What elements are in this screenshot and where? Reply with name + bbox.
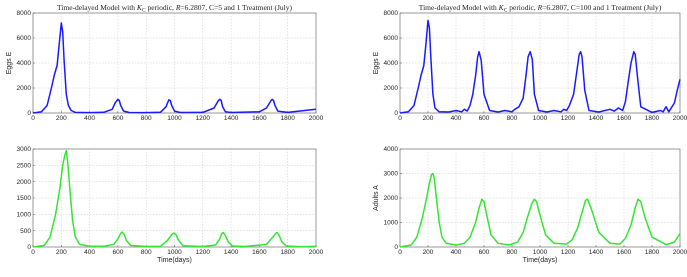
x-axis-label: Time(days) [157,257,192,264]
x-tick-label: 600 [112,249,124,256]
x-tick-label: 400 [450,115,462,122]
y-axis-label: Adults A [373,185,380,211]
panel-eggs-c100 [373,3,687,122]
x-tick-label: 1400 [588,115,604,122]
x-tick-label: 1800 [644,249,660,256]
x-tick-label: 1800 [280,115,295,122]
x-tick-label: 2000 [672,249,687,256]
x-tick-label: 400 [84,249,96,256]
y-tick-label: 0 [27,244,31,252]
x-tick-label: 2000 [308,115,324,122]
y-tick-label: 0 [394,244,398,252]
y-tick-label: 3000 [383,170,398,178]
x-tick-label: 600 [478,115,490,122]
y-tick-label: 6000 [16,35,31,43]
y-tick-label: 1000 [383,219,398,227]
y-tick-label: 0 [27,110,31,118]
x-tick-label: 0 [31,249,35,256]
y-tick-label: 2000 [383,85,398,93]
x-tick-label: 1200 [560,249,576,256]
x-tick-label: 1600 [616,249,632,256]
x-tick-label: 1800 [644,115,660,122]
x-tick-label: 1000 [167,249,182,256]
x-tick-label: 800 [140,249,152,256]
x-tick-label: 1400 [588,249,604,256]
y-tick-label: 6000 [383,35,398,43]
y-tick-label: 2000 [383,195,398,203]
x-tick-label: 1200 [195,115,211,122]
y-tick-label: 2500 [16,162,31,170]
x-tick-label: 0 [398,115,402,122]
x-tick-label: 200 [422,249,434,256]
panel-adults-c100 [373,146,687,264]
x-tick-label: 1800 [280,249,295,256]
x-tick-label: 1200 [560,115,576,122]
x-tick-label: 1000 [532,115,548,122]
x-tick-label: 200 [422,115,434,122]
y-tick-label: 1000 [16,211,31,219]
y-tick-label: 8000 [383,10,398,18]
x-tick-label: 1000 [532,249,548,256]
x-tick-label: 1600 [252,249,267,256]
x-tick-label: 600 [478,249,490,256]
x-tick-label: 600 [112,115,124,122]
x-tick-label: 0 [31,115,35,122]
x-tick-label: 800 [506,249,518,256]
y-tick-label: 3000 [16,146,31,154]
panel-adults-c5 [17,146,324,264]
x-tick-label: 0 [398,249,402,256]
panel-eggs-c5 [6,3,324,122]
x-tick-label: 2000 [672,115,687,122]
x-tick-label: 1200 [195,249,211,256]
y-tick-label: 4000 [383,60,398,68]
x-tick-label: 1600 [616,115,632,122]
x-tick-label: 2000 [308,249,324,256]
x-tick-label: 800 [140,115,152,122]
y-tick-label: 8000 [16,10,31,18]
y-tick-label: 500 [20,227,31,235]
y-tick-label: 4000 [16,60,31,68]
x-tick-label: 200 [55,115,67,122]
y-axis-label: Eggs E [373,51,380,75]
x-tick-label: 1000 [167,115,182,122]
panel-title: Time-delayed Model with $K_C$ periodic, R=6.2807, C=5 and 1 Treatment (July) [57,3,292,14]
y-tick-label: 0 [394,110,398,118]
y-tick-label: 1500 [16,195,31,203]
y-tick-label: 2000 [16,178,31,186]
x-tick-label: 200 [55,249,67,256]
x-tick-label: 1400 [223,249,239,256]
x-axis-label: Time(days) [522,257,558,264]
x-tick-label: 1600 [252,115,267,122]
x-tick-label: 400 [450,249,462,256]
y-tick-label: 2000 [16,85,31,93]
panel-title: Time-delayed Model with $K_C$ periodic, R=6.2807, C=100 and 1 Treatment (July) [418,3,662,14]
y-tick-label: 4000 [383,146,398,154]
x-tick-label: 400 [84,115,96,122]
x-tick-label: 800 [506,115,518,122]
y-axis-label: Eggs E [6,51,13,75]
x-tick-label: 1400 [223,115,239,122]
